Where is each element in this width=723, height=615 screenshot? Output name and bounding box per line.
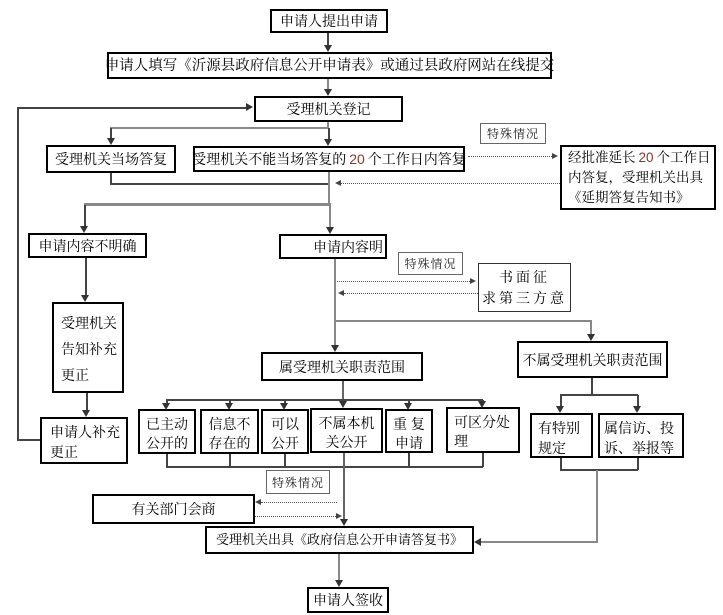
node-content-unclear <box>28 233 147 258</box>
node-content-clear-label: 申请内容明 <box>313 238 383 255</box>
arrowhead <box>556 406 564 413</box>
dotted-connector <box>337 281 470 282</box>
extend-line2: 内答复，受理机关出具 <box>568 170 703 185</box>
line1: 重 复 <box>393 416 425 432</box>
line2: 规定 <box>538 440 566 456</box>
connector <box>328 128 330 139</box>
node-other-agency <box>310 408 383 453</box>
arrowhead <box>162 403 170 410</box>
dotted-connector <box>468 156 552 157</box>
deadline-days: 20 <box>349 151 365 167</box>
connector <box>110 183 329 185</box>
connector <box>110 128 112 138</box>
node-not-onsite-reply <box>193 146 465 172</box>
line1: 有特别 <box>538 420 580 436</box>
arrowhead <box>324 139 332 146</box>
third-party-line2: 求第三方意 <box>482 290 567 306</box>
connector <box>17 439 40 441</box>
arrowhead <box>470 278 476 284</box>
arrowhead <box>81 295 89 302</box>
connector <box>560 394 638 396</box>
connector <box>560 469 638 471</box>
connector <box>85 258 87 295</box>
node-content-clear <box>279 234 387 259</box>
node-duplicate-request <box>385 409 433 453</box>
node-reply-document-label: 受理机关出具《政府信息公开申请答复书》 <box>215 532 463 547</box>
line2: 存在的 <box>208 435 251 451</box>
node-apply-label: 申请人提出申请 <box>280 13 378 29</box>
node-sign-receipt <box>307 587 389 613</box>
dotted-connector <box>261 502 337 503</box>
connector <box>84 205 86 226</box>
node-consult-departments <box>92 494 255 524</box>
connector <box>86 393 88 410</box>
line1: 已主动 <box>146 416 188 432</box>
connector <box>343 453 345 519</box>
node-third-party-opinion <box>478 263 571 312</box>
edge-label-text: 特殊情况 <box>404 257 457 271</box>
connector <box>110 127 329 129</box>
line1: 不属本机 <box>318 415 375 431</box>
node-fill-form <box>104 52 555 79</box>
arrowhead <box>587 334 595 341</box>
arrowhead <box>324 45 332 52</box>
connector <box>84 203 331 206</box>
node-already-published <box>138 409 196 454</box>
connector <box>560 395 562 406</box>
arrowhead <box>255 499 261 505</box>
arrowhead <box>326 227 334 234</box>
notify-line2: 告知补充 <box>61 341 117 357</box>
node-register <box>254 96 403 122</box>
connector <box>482 453 484 467</box>
node-onsite-reply-label: 受理机关当场答复 <box>55 151 167 167</box>
connector <box>590 321 592 334</box>
dotted-connector <box>344 293 478 294</box>
arrowhead <box>324 89 332 96</box>
edge-label-special-case-1 <box>480 123 546 144</box>
arrowhead <box>80 226 88 233</box>
node-special-rules <box>530 413 593 458</box>
connector <box>338 554 340 580</box>
node-onsite-reply <box>46 145 176 173</box>
connector <box>166 399 483 401</box>
connector <box>591 378 593 395</box>
arrowhead <box>335 180 341 186</box>
connector <box>334 259 336 345</box>
connector <box>481 541 597 543</box>
node-applicant-supplement <box>40 417 128 464</box>
extend-line1 <box>568 148 711 168</box>
connector <box>342 381 344 400</box>
connector <box>329 205 331 227</box>
extend-line3: 《延期答复告知书》 <box>568 190 690 205</box>
notify-line3: 更正 <box>61 367 89 383</box>
arrowhead <box>82 410 90 417</box>
arrowhead <box>336 513 342 519</box>
line2: 关公开 <box>325 434 368 450</box>
edge-label-text: 特殊情况 <box>271 475 324 490</box>
arrowhead <box>335 580 343 587</box>
arrowhead <box>474 538 481 546</box>
connector <box>408 453 410 467</box>
arrowhead <box>552 153 558 159</box>
node-not-onsite-text: 受理机关不能当场答复的 <box>192 151 347 167</box>
arrowhead <box>331 345 339 352</box>
node-notify-supplement <box>52 302 124 393</box>
applicant-supplement-line2: 更正 <box>50 444 78 460</box>
node-not-onsite-text2: 个工作日内答复 <box>367 151 466 167</box>
arrowhead <box>338 290 344 296</box>
line2: 公开 <box>271 435 299 451</box>
connector <box>17 107 246 109</box>
line2: 理 <box>454 433 468 449</box>
connector <box>166 466 483 468</box>
node-extend-reply <box>560 145 716 210</box>
node-can-publish <box>261 409 309 454</box>
arrowhead <box>478 401 486 408</box>
line2: 诉、举报等 <box>604 440 674 456</box>
line1: 属信访、投 <box>604 420 674 436</box>
applicant-supplement-line1: 申请人补充 <box>50 424 120 440</box>
arrowhead <box>107 138 115 145</box>
connector <box>328 172 330 204</box>
node-register-label: 受理机关登记 <box>286 101 371 117</box>
line2: 申请 <box>395 435 423 451</box>
node-reply-document <box>205 526 474 554</box>
node-fill-form-label: 申请人填写《沂源县政府信息公开申请表》或通过县政府网站在线提交 <box>104 57 555 74</box>
connector <box>334 320 592 322</box>
connector <box>637 395 639 406</box>
extend-line1-pre: 经批准延长 <box>568 150 636 165</box>
third-party-line1: 书面征 <box>499 269 550 285</box>
node-in-scope <box>261 352 423 381</box>
node-sign-receipt-label: 申请人签收 <box>313 592 383 608</box>
line1: 可区分处 <box>454 414 510 430</box>
arrowhead <box>280 403 288 410</box>
connector <box>17 107 19 440</box>
node-in-scope-label: 属受理机关职责范围 <box>279 358 405 375</box>
extend-line1-post: 个工作日 <box>656 150 711 165</box>
node-content-unclear-label: 申请内容不明确 <box>38 237 137 254</box>
line1: 信息不 <box>208 416 251 432</box>
arrowhead <box>339 401 347 408</box>
extend-days: 20 <box>638 150 654 165</box>
arrowhead <box>225 403 233 410</box>
connector <box>596 470 598 543</box>
edge-label-special-case-3 <box>266 470 330 494</box>
line2: 公开的 <box>146 435 188 451</box>
line1: 可以 <box>271 416 299 432</box>
arrowhead <box>633 406 641 413</box>
dotted-connector <box>341 183 560 184</box>
dotted-connector <box>255 516 336 517</box>
arrowhead <box>340 519 348 526</box>
edge-label-text: 特殊情况 <box>486 127 539 141</box>
arrowhead <box>246 103 253 111</box>
notify-line1: 受理机关 <box>61 315 117 331</box>
node-petition-complaint <box>598 413 684 458</box>
node-info-not-exist <box>200 409 259 454</box>
edge-label-special-case-2 <box>398 252 463 275</box>
node-consult-label: 有关部门会商 <box>131 501 216 517</box>
node-out-of-scope-label: 不属受理机关职责范围 <box>522 351 663 368</box>
node-separable-handling <box>446 407 520 453</box>
node-out-of-scope <box>517 341 668 378</box>
node-apply <box>270 9 388 33</box>
arrowhead <box>404 403 412 410</box>
